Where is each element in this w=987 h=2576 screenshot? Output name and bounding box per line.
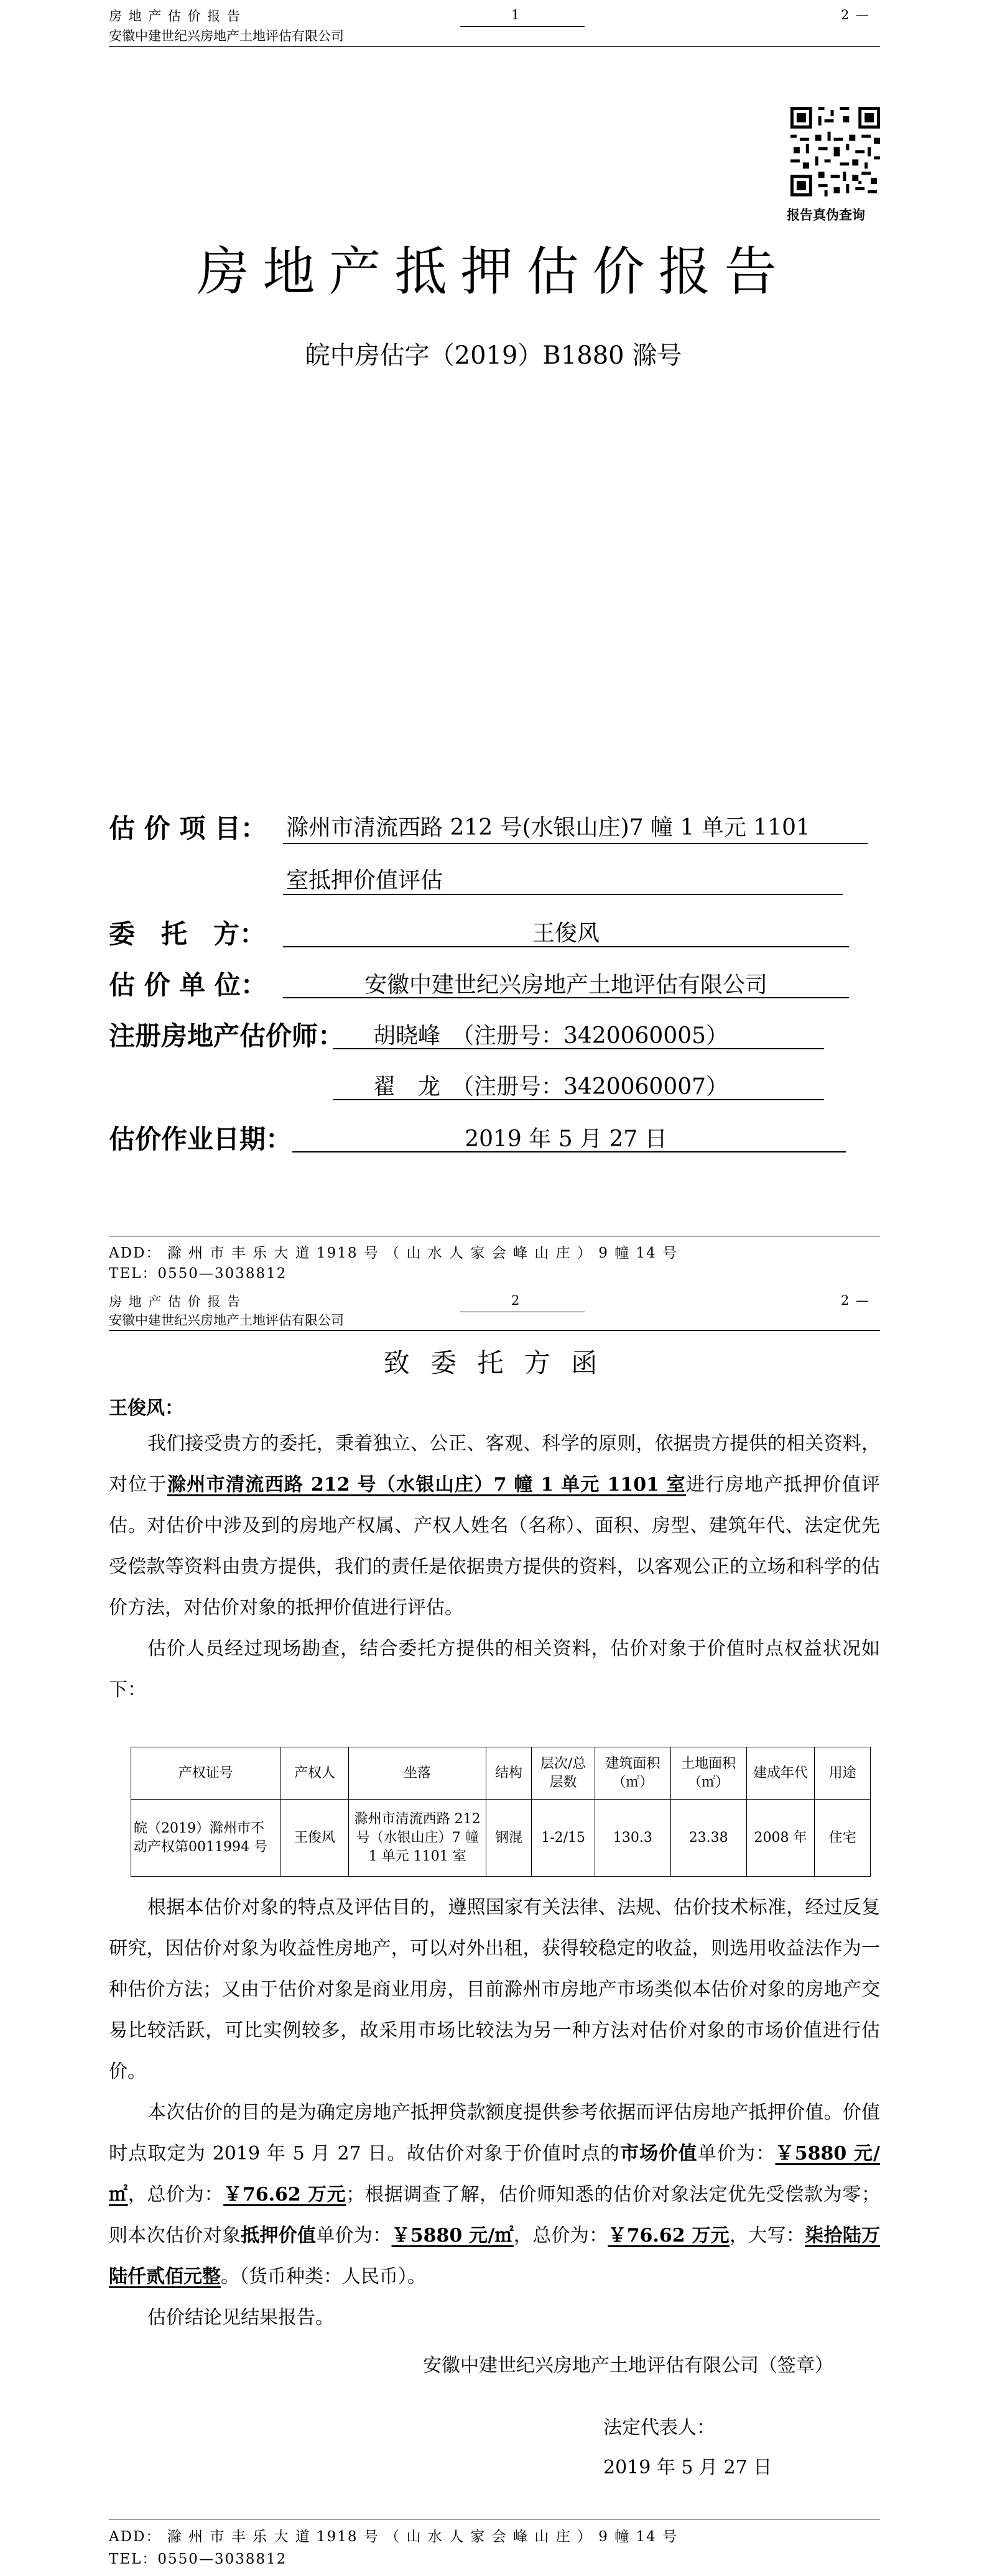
table-header-row: 产权证号 产权人 坐落 结构 层次/总层数 建筑面积（㎡） 土地面积（㎡） 建成年代 用途 [131,1747,871,1800]
appraiser-2: 翟 龙 （注册号：3420060007） [373,1074,729,1100]
client-label: 委 托 方： [109,919,266,949]
header-right-mark: 2 — [841,1293,871,1308]
letter-paragraph-3: 根据本估价对象的特点及评估目的，遵照国家有关法律、法规、估价技术标准，经过反复研究，因估价对象为收益性房地产，可以对外出租，获得较稳定的收益，则选用收益法作为一种估价方法；又由于估价对象是商业用房，目前滁州市房地产市场类似本估价对象的房地产交易比较活跃，可比实例较多，故采用市场比较法为另一种方法对估价对象的市场价值进行估价。 本次估价的目的是为确定房地产抵押贷款额度提供参考依据而评估房地产抵押价值。价值时点取定为 2019 年 5 月 27 日。故估价对象于价值时点的市场价值单价为：￥5880 元/㎡，总价为：￥76.62 万元；根据调查了解，估价师知悉的估价对象法定优先受偿款为零；则本次估价对象抵押价值单价为：￥5880 元/㎡，总价为：￥76.62 万元，大写：柒拾陆万陆仟贰佰元整。（货币种类：人民币）。 估价结论见结果报告。 [109,1897,881,2329]
letter-title: 致 委 托 方 函 [383,1348,604,1378]
footer-address: ADD： 滁 州 市 丰 乐 大 道 1918 号 （ 山 水 人 家 会 峰 山 庄 ） 9 幢 14 号 [109,1245,679,1261]
main-title: 房地产抵押估价报告 [197,241,790,302]
running-header-company: 安徽中建世纪兴房地产土地评估有限公司 [109,29,344,44]
unit-label: 估 价 单 位： [109,970,267,1000]
running-header-company: 安徽中建世纪兴房地产土地评估有限公司 [109,1313,344,1328]
footer-address: ADD： 滁 州 市 丰 乐 大 道 1918 号 （ 山 水 人 家 会 峰 山 庄 ） 9 幢 14 号 [109,2529,679,2545]
header-right-mark: 2 — [841,7,871,22]
project-value-line1: 滁州市清流西路 212 号(水银山庄)7 幢 1 单元 1101 [286,815,810,840]
qr-caption: 报告真伪查询 [787,207,865,223]
report-number: 皖中房估字（2019）B1880 滁号 [305,341,682,370]
unit-value: 安徽中建世纪兴房地产土地评估有限公司 [364,972,767,998]
client-value: 王俊风 [532,921,600,946]
signature-company: 安徽中建世纪兴房地产土地评估有限公司（签章） [423,2355,833,2376]
running-header-title: 房 地 产 估 价 报 告 [109,9,242,24]
project-value-line2: 室抵押价值评估 [286,868,443,893]
signature-date: 2019 年 5 月 27 日 [603,2457,772,2478]
property-table [131,1747,871,1877]
salutation: 王俊风： [109,1397,183,1419]
table-row: 皖（2019）滁州市不动产权第0011994 号 王俊风 滁州市清流西路 212 号（水银山庄）7 幢 1 单元 1101 室 钢混 1-2/15 130.3 23.38 2008 年 住宅 [131,1800,871,1877]
running-header-title: 房 地 产 估 价 报 告 [109,1294,242,1309]
appraiser-label: 注册房地产估价师： [109,1021,345,1051]
qr-code-icon [790,107,880,196]
footer-tel: TEL：0550—3038812 [109,2551,287,2567]
letter-paragraph-1: 我们接受贵方的委托，秉着独立、公正、客观、科学的原则，依据贵方提供的相关资料，对位于滁州市清流西路 212 号（水银山庄）7 幢 1 单元 1101 室进行房地产抵押价值评估。对估价中涉及到的房地产权属、产权人姓名（名称）、面积、房型、建筑年代、法定优先受偿款等资料由贵方提供，我们的责任是依据贵方提供的资料，以客观公正的立场和科学的估价方法，对估价对象的抵押价值进行评估。 估价人员经过现场勘查，结合委托方提供的相关资料，估价对象于价值时点权益状况如下： [109,1433,881,1701]
appraiser-1: 胡晓峰 （注册号：3420060005） [373,1023,729,1049]
page-number: 1 [511,7,521,22]
footer-tel: TEL：0550—3038812 [109,1266,287,1282]
project-label: 估 价 项 目： [109,813,267,844]
legal-representative: 法定代表人： [603,2417,715,2439]
work-date-label: 估价作业日期： [109,1124,292,1154]
work-date-value: 2019 年 5 月 27 日 [465,1126,667,1152]
page-number: 2 [511,1293,521,1308]
